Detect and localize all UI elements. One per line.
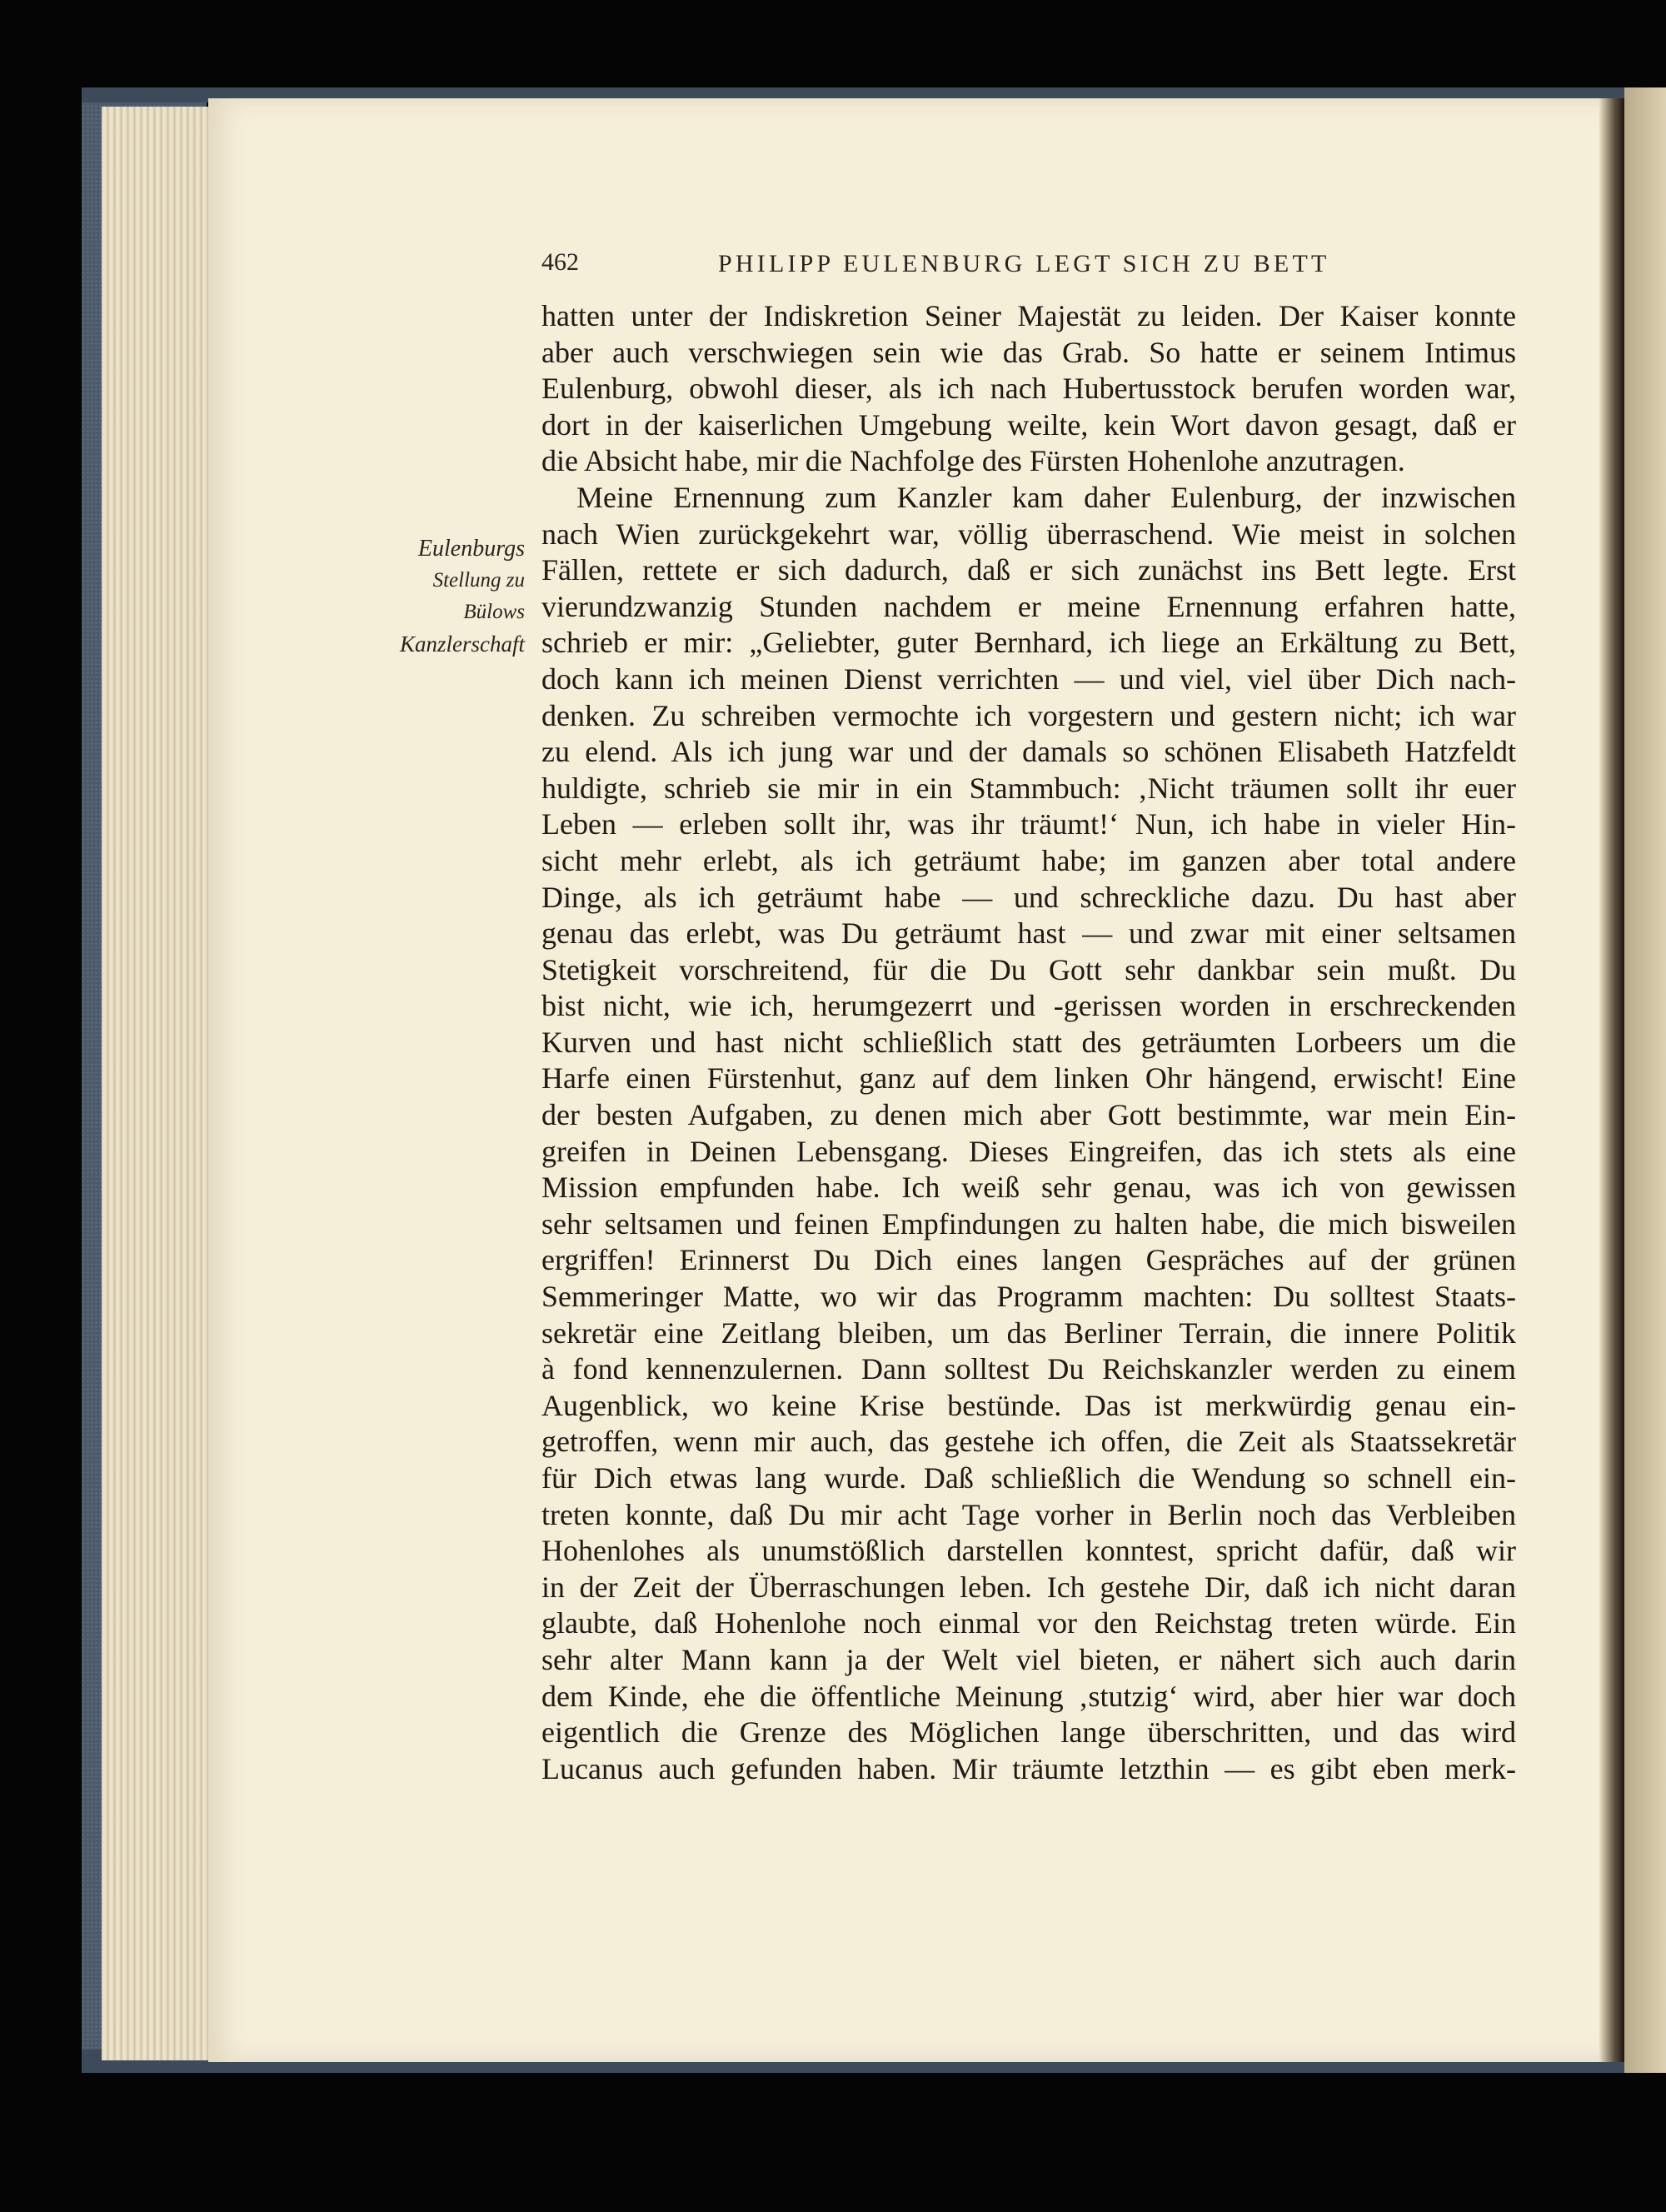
marginal-note-line: Eulenburgs xyxy=(417,536,525,562)
text-line: sehr alter Mann kann ja der Welt viel bieten, er nähert sich auch darin xyxy=(541,1642,1516,1676)
text-line: nach Wien zurückgekehrt war, völlig überraschend. Wie meist in solchen xyxy=(541,517,1516,551)
text-line: denken. Zu schreiben vermochte ich vorgestern und gestern nicht; ich war xyxy=(541,698,1516,732)
text-line: genau das erlebt, was Du geträumt hast — und zwar mit einer seltsamen xyxy=(541,916,1516,951)
text-line: huldigte, schrieb sie mir in ein Stammbuch: ‚Nicht träumen sollt ihr euer xyxy=(541,771,1516,805)
text-line: Leben — erleben sollt ihr, was ihr träumt!‘ Nun, ich habe in vieler Hin- xyxy=(541,807,1516,841)
text-line: die Absicht habe, mir die Nachfolge des Fürsten Hohenlohe anzutragen. xyxy=(541,444,1405,478)
text-line: aber auch verschwiegen sein wie das Grab. So hatte er seinem Intimus xyxy=(541,335,1516,369)
text-line: bist nicht, wie ich, herumgezerrt und -gerissen worden in erschreckenden xyxy=(541,989,1516,1023)
text-line: greifen in Deinen Lebensgang. Dieses Eingreifen, das ich stets als eine xyxy=(541,1134,1516,1168)
text-line: Stetigkeit vorschreitend, für die Du Gott sehr dankbar sein mußt. Du xyxy=(541,952,1516,986)
text-line: für Dich etwas lang wurde. Daß schließlich die Wendung so schnell ein- xyxy=(541,1461,1516,1495)
text-line: Dinge, als ich geträumt habe — und schreckliche dazu. Du hast aber xyxy=(541,880,1516,914)
facing-page-edge xyxy=(1624,87,1666,2073)
text-line: treten konnte, daß Du mir acht Tage vorher in Berlin noch das Verbleiben xyxy=(541,1497,1516,1531)
text-line: doch kann ich meinen Dienst verrichten — und viel, viel über Dich nach- xyxy=(541,662,1516,696)
text-line: sicht mehr erlebt, als ich geträumt habe; im ganzen aber total andere xyxy=(541,843,1516,877)
marginal-note-line: Stellung zu xyxy=(432,569,525,592)
text-line: Harfe einen Fürstenhut, ganz auf dem linken Ohr hängend, erwischt! Eine xyxy=(541,1061,1516,1096)
text-line: sehr seltsamen und feinen Empfindungen zu halten habe, die mich bisweilen xyxy=(541,1206,1516,1241)
text-line: schrieb er mir: „Geliebter, guter Bernhard, ich liege an Erkältung zu Bett, xyxy=(541,626,1516,660)
text-line: eigentlich die Grenze des Möglichen lange überschritten, und das wird xyxy=(541,1715,1516,1750)
text-line: Kurven und hast nicht schließlich statt des geträumten Lorbeers um die xyxy=(541,1025,1516,1059)
text-line: dort in der kaiserlichen Umgebung weilte, kein Wort davon gesagt, daß er xyxy=(541,407,1516,442)
text-line: dem Kinde, ehe die öffentliche Meinung ‚stutzig‘ wird, aber hier war doch xyxy=(541,1679,1516,1713)
text-line: Semmeringer Matte, wo wir das Programm machten: Du solltest Staats- xyxy=(541,1280,1516,1314)
text-line: vierundzwanzig Stunden nachdem er meine Ernennung erfahren hatte, xyxy=(541,589,1516,623)
text-line: Fällen, rettete er sich dadurch, daß er sich zunächst ins Bett legte. Erst xyxy=(541,553,1516,587)
text-line: getroffen, wenn mir auch, das gestehe ich offen, die Zeit als Staatssekretär xyxy=(541,1425,1516,1459)
text-line: zu elend. Als ich jung war und der damals so schönen Elisabeth Hatzfeldt xyxy=(541,735,1516,769)
text-line: ergriffen! Erinnerst Du Dich eines langen Gespräches auf der grünen xyxy=(541,1243,1516,1277)
page-number: 462 xyxy=(541,248,579,276)
running-title: PHILIPP EULENBURG LEGT SICH ZU BETT xyxy=(718,250,1330,277)
book-gutter xyxy=(1599,98,1624,2062)
text-line: glaubte, daß Hohenlohe noch einmal vor den Reichstag treten würde. Ein xyxy=(541,1606,1516,1640)
text-line: in der Zeit der Überraschungen leben. Ich gestehe Dir, daß ich nicht daran xyxy=(541,1570,1516,1604)
marginal-note-line: Kanzlerschaft xyxy=(399,632,525,657)
text-line: Eulenburg, obwohl dieser, als ich nach Hubertusstock berufen worden war, xyxy=(541,372,1516,406)
text-line: Augenblick, wo keine Krise bestünde. Das ist merkwürdig genau ein- xyxy=(541,1388,1516,1422)
text-line: der besten Aufgaben, zu denen mich aber Gott bestimmte, war mein Ein- xyxy=(541,1098,1516,1132)
text-line: Hohenlohes als unumstößlich darstellen konntest, spricht dafür, daß wir xyxy=(541,1534,1516,1568)
marginal-note xyxy=(333,533,525,660)
text-line: sekretär eine Zeitlang bleiben, um das Berliner Terrain, die innere Politik xyxy=(541,1316,1516,1350)
running-head xyxy=(541,248,1608,290)
text-line: hatten unter der Indiskretion Seiner Majestät zu leiden. Der Kaiser konnte xyxy=(541,299,1516,332)
text-line: Mission empfunden habe. Ich weiß sehr genau, was ich von gewissen xyxy=(541,1171,1516,1205)
body-text xyxy=(541,298,1516,1787)
text-line: à fond kennenzulernen. Dann solltest Du Reichskanzler werden zu einem xyxy=(541,1352,1516,1386)
text-line: Lucanus auch gefunden haben. Mir träumte letzthin — es gibt eben merk- xyxy=(541,1751,1516,1785)
marginal-note-line: Bülows xyxy=(463,601,525,623)
text-line: Meine Ernennung zum Kanzler kam daher Eulenburg, der inzwischen xyxy=(576,480,1516,514)
